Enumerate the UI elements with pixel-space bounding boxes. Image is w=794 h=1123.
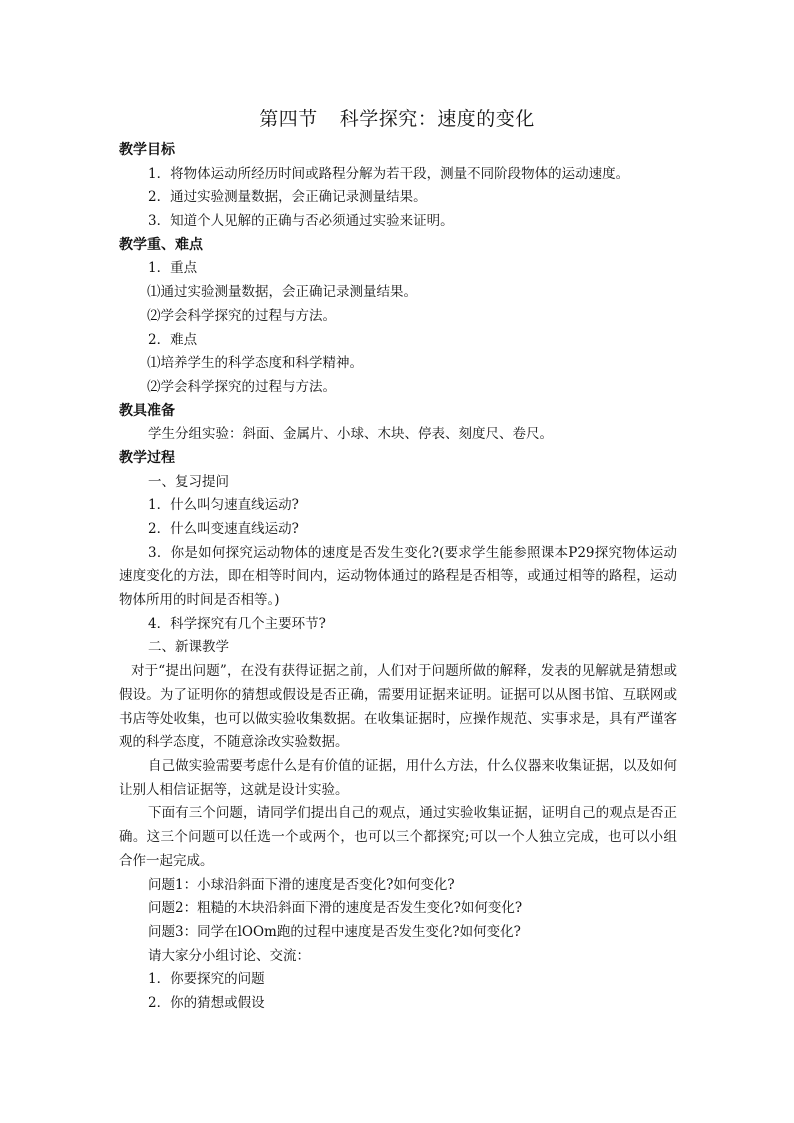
review-question: 3．你是如何探究运动物体的速度是否发生变化?(要求学生能参照课本P29探究物体运动速度变化的方法，即在相等时间内，运动物体通过的路程是否相等，或通过相等的路程，运动物体所用的时间是否相等。) bbox=[119, 544, 677, 609]
review-question: 4．科学探究有几个主要环节? bbox=[148, 615, 326, 632]
objectives-heading: 教学目标 bbox=[119, 142, 175, 158]
process-heading: 教学过程 bbox=[119, 449, 175, 466]
lesson-paragraph: 自己做实验需要考虑什么是有价值的证据，用什么方法，什么仪器来收集证据，以及如何让别人相信证据等，这就是设计实验。 bbox=[119, 757, 677, 798]
section-title: 科学探究：速度的变化 bbox=[339, 108, 535, 130]
key-point-line: 2．难点 bbox=[148, 331, 198, 348]
key-point-line: ⑴通过实验测量数据，会正确记录测量结果。 bbox=[147, 284, 417, 301]
step-item: 2．你的猜想或假设 bbox=[148, 994, 265, 1011]
document-body bbox=[119, 139, 677, 1016]
key-points-heading: 教学重、难点 bbox=[119, 236, 203, 253]
equipment-heading: 教具准备 bbox=[119, 402, 175, 419]
equipment-text: 学生分组实验：斜面、金属片、小球、木块、停表、刻度尺、卷尺。 bbox=[148, 426, 553, 443]
problem-item: 问题1：小球沿斜面下滑的速度是否变化?如何变化? bbox=[148, 876, 455, 893]
key-point-line: 1．重点 bbox=[148, 260, 198, 277]
key-point-line: ⑵学会科学探究的过程与方法。 bbox=[147, 378, 336, 395]
section-number: 第四节 bbox=[259, 108, 318, 130]
problem-item: 问题2：粗糙的木块沿斜面下滑的速度是否发生变化?如何变化? bbox=[148, 900, 523, 917]
problem-item: 问题3：同学在lOOm跑的过程中速度是否发生变化?如何变化? bbox=[148, 923, 521, 940]
discussion-prompt: 请大家分小组讨论、交流： bbox=[148, 947, 310, 964]
review-heading: 一、复习提问 bbox=[148, 473, 229, 490]
step-item: 1．你要探究的问题 bbox=[148, 971, 265, 988]
lesson-paragraph: 下面有三个问题，请同学们提出自己的观点，通过实验收集证据，证明自己的观点是否正确。这三个问题可以任选一个或两个，也可以三个都探究;可以一个人独立完成，也可以小组合作一起完成。 bbox=[119, 805, 677, 869]
key-point-line: ⑵学会科学探究的过程与方法。 bbox=[147, 307, 336, 324]
objective-item: 2．通过实验测量数据，会正确记录测量结果。 bbox=[148, 189, 427, 206]
objective-item: 3．知道个人见解的正确与否必须通过实验来证明。 bbox=[148, 213, 454, 230]
review-question: 1．什么叫匀速直线运动? bbox=[148, 497, 299, 514]
page-title bbox=[0, 104, 794, 131]
lesson-paragraph: 对于“提出问题”，在没有获得证据之前，人们对于问题所做的解释，发表的见解就是猜想或假设。为了证明你的猜想或假设是否正确，需要用证据来证明。证据可以从图书馆、互联网或书店等处收集，也可以做实验收集数据。在收集证据时，应操作规范、实事求是，具有严谨客观的科学态度，不随意涂改实验数据。 bbox=[119, 663, 677, 751]
key-point-line: ⑴培养学生的科学态度和科学精神。 bbox=[147, 355, 363, 372]
review-question: 2．什么叫变速直线运动? bbox=[148, 521, 299, 537]
objective-item: 1．将物体运动所经历时间或路程分解为若干段，测量不同阶段物体的运动速度。 bbox=[148, 165, 630, 182]
new-lesson-heading: 二、新课教学 bbox=[148, 639, 229, 656]
